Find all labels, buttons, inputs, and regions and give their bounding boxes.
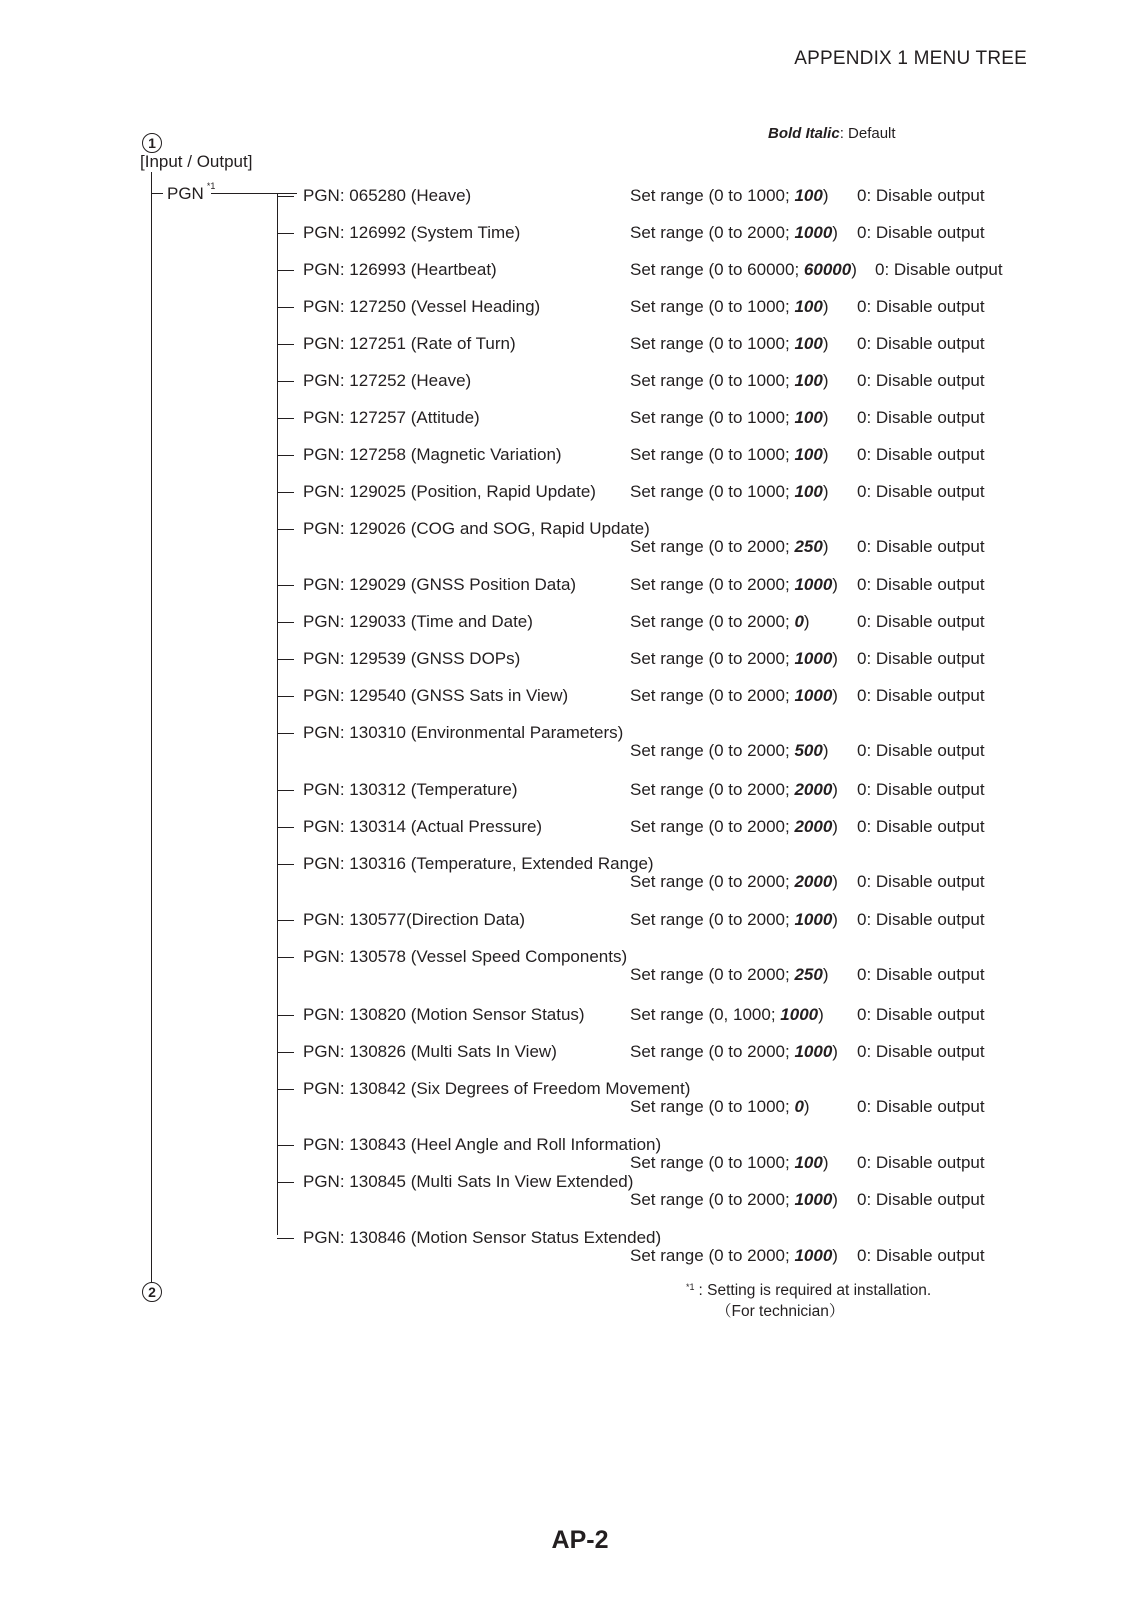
disable-output-note: 0: Disable output: [857, 223, 985, 242]
pgn-row-branch-line: [277, 622, 294, 623]
disable-output-note: 0: Disable output: [857, 408, 985, 427]
pgn-name: PGN: 129033 (Time and Date): [303, 612, 533, 631]
legend-bold-italic: Bold Italic: [768, 125, 840, 142]
pgn-name: PGN: 130316 (Temperature, Extended Range): [303, 854, 654, 873]
disable-output-note: 0: Disable output: [857, 1246, 985, 1265]
set-range: [630, 1097, 810, 1117]
disable-output-note: 0: Disable output: [857, 817, 985, 836]
set-range-suffix: ): [832, 649, 838, 668]
pgn-name: PGN: 129539 (GNSS DOPs): [303, 649, 521, 668]
pgn-row-branch-line: [277, 381, 294, 382]
footnote-line-1: : Setting is required at installation.: [698, 1282, 932, 1299]
set-range: [630, 297, 829, 317]
set-range-suffix: ): [803, 612, 810, 631]
pgn-name: PGN: 130845 (Multi Sats In View Extended): [303, 1172, 634, 1191]
set-range: [630, 223, 838, 243]
disable-output-note: 0: Disable output: [857, 371, 985, 390]
set-range-suffix: ): [832, 575, 838, 594]
set-range: [630, 408, 829, 428]
set-range-prefix: Set range (0 to 2000;: [630, 575, 795, 594]
disable-output-note: 0: Disable output: [857, 872, 985, 891]
menu-item-pgn-label: PGN: [167, 184, 204, 203]
set-range-prefix: Set range (0 to 2000;: [630, 1246, 795, 1265]
set-range: [630, 186, 829, 206]
set-range-prefix: Set range (0 to 2000;: [630, 780, 795, 799]
pgn-row-branch-line: [277, 864, 294, 865]
pgn-row-branch-line: [277, 1238, 294, 1239]
pgn-row-branch-line: [277, 585, 294, 586]
set-range-prefix: Set range (0 to 2000;: [630, 537, 795, 556]
pgn-name: PGN: 127252 (Heave): [303, 371, 472, 390]
default-value: 100: [794, 371, 823, 390]
pgn-row-branch-line: [277, 418, 294, 419]
set-range: [630, 1005, 824, 1025]
disable-output-note: 0: Disable output: [857, 612, 985, 631]
set-range: [630, 334, 829, 354]
pgn-name: PGN: 065280 (Heave): [303, 186, 472, 205]
pgn-row-branch-line: [277, 307, 294, 308]
set-range-prefix: Set range (0 to 1000;: [630, 1097, 795, 1116]
default-value: 1000: [780, 1005, 819, 1024]
pgn-name: PGN: 130842 (Six Degrees of Freedom Movement): [303, 1079, 691, 1098]
pgn-row-branch-line: [277, 270, 294, 271]
set-range-prefix: Set range (0 to 2000;: [630, 1042, 795, 1061]
legend: [768, 125, 896, 142]
set-range-prefix: Set range (0 to 1000;: [630, 445, 795, 464]
set-range: [630, 741, 829, 761]
disable-output-note: 0: Disable output: [857, 649, 985, 668]
pgn-row-branch-line: [277, 1052, 294, 1053]
pgn-row-branch-line: [277, 1182, 294, 1183]
default-value: 2000: [794, 817, 833, 836]
pgn-row-branch-line: [277, 957, 294, 958]
disable-output-note: 0: Disable output: [857, 334, 985, 353]
default-value: 1000: [794, 686, 833, 705]
set-range: [630, 260, 857, 280]
pgn-row-branch-line: [277, 659, 294, 660]
default-value: 2000: [794, 780, 833, 799]
set-range-prefix: Set range (0 to 2000;: [630, 612, 795, 631]
set-range-prefix: Set range (0 to 2000;: [630, 965, 795, 984]
pgn-list-line: [277, 193, 278, 1235]
set-range-suffix: ): [822, 482, 829, 501]
set-range: [630, 872, 838, 892]
set-range-prefix: Set range (0 to 60000;: [630, 260, 804, 279]
pgn-row-branch-line: [277, 696, 294, 697]
set-range-suffix: ): [822, 537, 829, 556]
disable-output-note: 0: Disable output: [857, 186, 985, 205]
menu-title: [Input / Output]: [140, 152, 253, 171]
default-value: 60000: [803, 260, 852, 279]
pgn-row-branch-line: [277, 733, 294, 734]
set-range-suffix: ): [822, 297, 829, 316]
disable-output-note: 0: Disable output: [857, 297, 985, 316]
default-value: 1000: [794, 575, 833, 594]
tree-trunk-line: [151, 172, 152, 1284]
pgn-name: PGN: 130846 (Motion Sensor Status Extended): [303, 1228, 662, 1247]
default-value: 250: [794, 537, 823, 556]
pgn-name: PGN: 130577(Direction Data): [303, 910, 526, 929]
footnote-mark: *1: [686, 1282, 695, 1292]
set-range-prefix: Set range (0 to 1000;: [630, 186, 795, 205]
disable-output-note: 0: Disable output: [857, 1042, 985, 1061]
default-value: 1000: [794, 649, 833, 668]
disable-output-note: 0: Disable output: [857, 965, 985, 984]
pgn-name: PGN: 127251 (Rate of Turn): [303, 334, 516, 353]
disable-output-note: 0: Disable output: [857, 575, 985, 594]
page-number: AP-2: [551, 1526, 609, 1554]
footnote-line-2: （For technician）: [716, 1303, 845, 1320]
set-range-suffix: ): [803, 1097, 810, 1116]
default-value: 0: [794, 1097, 804, 1116]
default-value: 250: [794, 965, 823, 984]
set-range-suffix: ): [822, 186, 829, 205]
pgn-row-branch-line: [277, 455, 294, 456]
pgn-row-branch-line: [277, 920, 294, 921]
disable-output-note: 0: Disable output: [857, 1190, 985, 1209]
pgn-row-branch-line: [277, 827, 294, 828]
footnote: [686, 1281, 931, 1321]
set-range-suffix: ): [822, 741, 829, 760]
pgn-name: PGN: 127257 (Attitude): [303, 408, 480, 427]
pgn-name: PGN: 127250 (Vessel Heading): [303, 297, 541, 316]
disable-output-note: 0: Disable output: [857, 741, 985, 760]
menu-item-pgn: [167, 181, 216, 204]
default-value: 500: [794, 741, 823, 760]
set-range-prefix: Set range (0 to 1000;: [630, 371, 795, 390]
set-range: [630, 482, 829, 502]
disable-output-note: 0: Disable output: [875, 260, 1003, 279]
set-range-suffix: ): [832, 1190, 838, 1209]
disable-output-note: 0: Disable output: [857, 1005, 985, 1024]
default-value: 1000: [794, 223, 833, 242]
disable-output-note: 0: Disable output: [857, 1153, 985, 1172]
pgn-row-branch-line: [277, 790, 294, 791]
pgn-name: PGN: 130312 (Temperature): [303, 780, 518, 799]
disable-output-note: 0: Disable output: [857, 686, 985, 705]
default-value: 0: [794, 612, 804, 631]
set-range-suffix: ): [832, 1042, 838, 1061]
set-range-prefix: Set range (0 to 2000;: [630, 910, 795, 929]
default-value: 100: [794, 297, 823, 316]
pgn-name: PGN: 129025 (Position, Rapid Update): [303, 482, 596, 501]
disable-output-note: 0: Disable output: [857, 780, 985, 799]
set-range-prefix: Set range (0 to 2000;: [630, 1190, 795, 1209]
pgn-name: PGN: 126992 (System Time): [303, 223, 521, 242]
set-range-prefix: Set range (0, 1000;: [630, 1005, 781, 1024]
pgn-row-branch-line: [277, 196, 294, 197]
pgn-row-branch-line: [277, 1015, 294, 1016]
default-value: 1000: [794, 1042, 833, 1061]
default-value: 100: [794, 482, 823, 501]
default-value: 100: [794, 334, 823, 353]
pgn-name: PGN: 130820 (Motion Sensor Status): [303, 1005, 585, 1024]
set-range-suffix: ): [832, 817, 838, 836]
pgn-row-branch-line: [277, 492, 294, 493]
pgn-name: PGN: 126993 (Heartbeat): [303, 260, 497, 279]
pgn-row-branch-line: [277, 1145, 294, 1146]
connector-marker-start: 1: [142, 133, 162, 153]
legend-suffix: : Default: [839, 125, 896, 142]
set-range: [630, 612, 810, 632]
set-range: [630, 1042, 838, 1062]
pgn-name: PGN: 130578 (Vessel Speed Components): [303, 947, 628, 966]
set-range-prefix: Set range (0 to 2000;: [630, 686, 795, 705]
set-range: [630, 1153, 829, 1173]
set-range: [630, 780, 838, 800]
pgn-connector-line: [211, 193, 297, 194]
pgn-name: PGN: 130314 (Actual Pressure): [303, 817, 543, 836]
default-value: 100: [794, 445, 823, 464]
set-range-suffix: ): [832, 910, 838, 929]
set-range-suffix: ): [832, 872, 838, 891]
set-range: [630, 575, 838, 595]
set-range: [630, 445, 829, 465]
set-range-suffix: ): [818, 1005, 824, 1024]
set-range: [630, 910, 838, 930]
disable-output-note: 0: Disable output: [857, 910, 985, 929]
set-range-prefix: Set range (0 to 1000;: [630, 334, 795, 353]
set-range-prefix: Set range (0 to 2000;: [630, 741, 795, 760]
default-value: 100: [794, 1153, 823, 1172]
connector-marker-end: 2: [142, 1282, 162, 1302]
pgn-name: PGN: 129026 (COG and SOG, Rapid Update): [303, 519, 650, 538]
pgn-name: PGN: 130826 (Multi Sats In View): [303, 1042, 557, 1061]
set-range-suffix: ): [822, 334, 829, 353]
pgn-name: PGN: 127258 (Magnetic Variation): [303, 445, 562, 464]
page-header: APPENDIX 1 MENU TREE: [794, 48, 1027, 69]
set-range: [630, 817, 838, 837]
default-value: 100: [794, 186, 823, 205]
set-range: [630, 1246, 838, 1266]
set-range-prefix: Set range (0 to 2000;: [630, 223, 795, 242]
pgn-branch-line: [151, 193, 163, 194]
default-value: 100: [794, 408, 823, 427]
set-range-prefix: Set range (0 to 2000;: [630, 872, 795, 891]
set-range-suffix: ): [832, 223, 838, 242]
default-value: 2000: [794, 872, 833, 891]
pgn-row-branch-line: [277, 1089, 294, 1090]
set-range-suffix: ): [832, 1246, 838, 1265]
pgn-name: PGN: 130843 (Heel Angle and Roll Information): [303, 1135, 662, 1154]
disable-output-note: 0: Disable output: [857, 1097, 985, 1116]
pgn-row-branch-line: [277, 344, 294, 345]
set-range-suffix: ): [832, 780, 838, 799]
default-value: 1000: [794, 910, 833, 929]
pgn-row-branch-line: [277, 529, 294, 530]
set-range-suffix: ): [822, 371, 829, 390]
pgn-row-branch-line: [277, 233, 294, 234]
menu-item-pgn-note: *1: [206, 181, 216, 192]
set-range: [630, 371, 829, 391]
set-range: [630, 686, 838, 706]
set-range: [630, 965, 829, 985]
set-range-suffix: ): [822, 965, 829, 984]
default-value: 1000: [794, 1246, 833, 1265]
set-range-suffix: ): [832, 686, 838, 705]
set-range: [630, 1190, 838, 1210]
set-range-prefix: Set range (0 to 1000;: [630, 408, 795, 427]
set-range-suffix: ): [822, 408, 829, 427]
set-range: [630, 649, 838, 669]
disable-output-note: 0: Disable output: [857, 445, 985, 464]
set-range-suffix: ): [851, 260, 857, 279]
set-range-prefix: Set range (0 to 1000;: [630, 482, 795, 501]
disable-output-note: 0: Disable output: [857, 537, 985, 556]
pgn-name: PGN: 129029 (GNSS Position Data): [303, 575, 577, 594]
set-range: [630, 537, 829, 557]
set-range-prefix: Set range (0 to 2000;: [630, 649, 795, 668]
set-range-suffix: ): [822, 1153, 829, 1172]
set-range-prefix: Set range (0 to 2000;: [630, 817, 795, 836]
disable-output-note: 0: Disable output: [857, 482, 985, 501]
set-range-prefix: Set range (0 to 1000;: [630, 1153, 795, 1172]
set-range-prefix: Set range (0 to 1000;: [630, 297, 795, 316]
set-range-suffix: ): [822, 445, 829, 464]
pgn-name: PGN: 129540 (GNSS Sats in View): [303, 686, 569, 705]
pgn-name: PGN: 130310 (Environmental Parameters): [303, 723, 624, 742]
default-value: 1000: [794, 1190, 833, 1209]
